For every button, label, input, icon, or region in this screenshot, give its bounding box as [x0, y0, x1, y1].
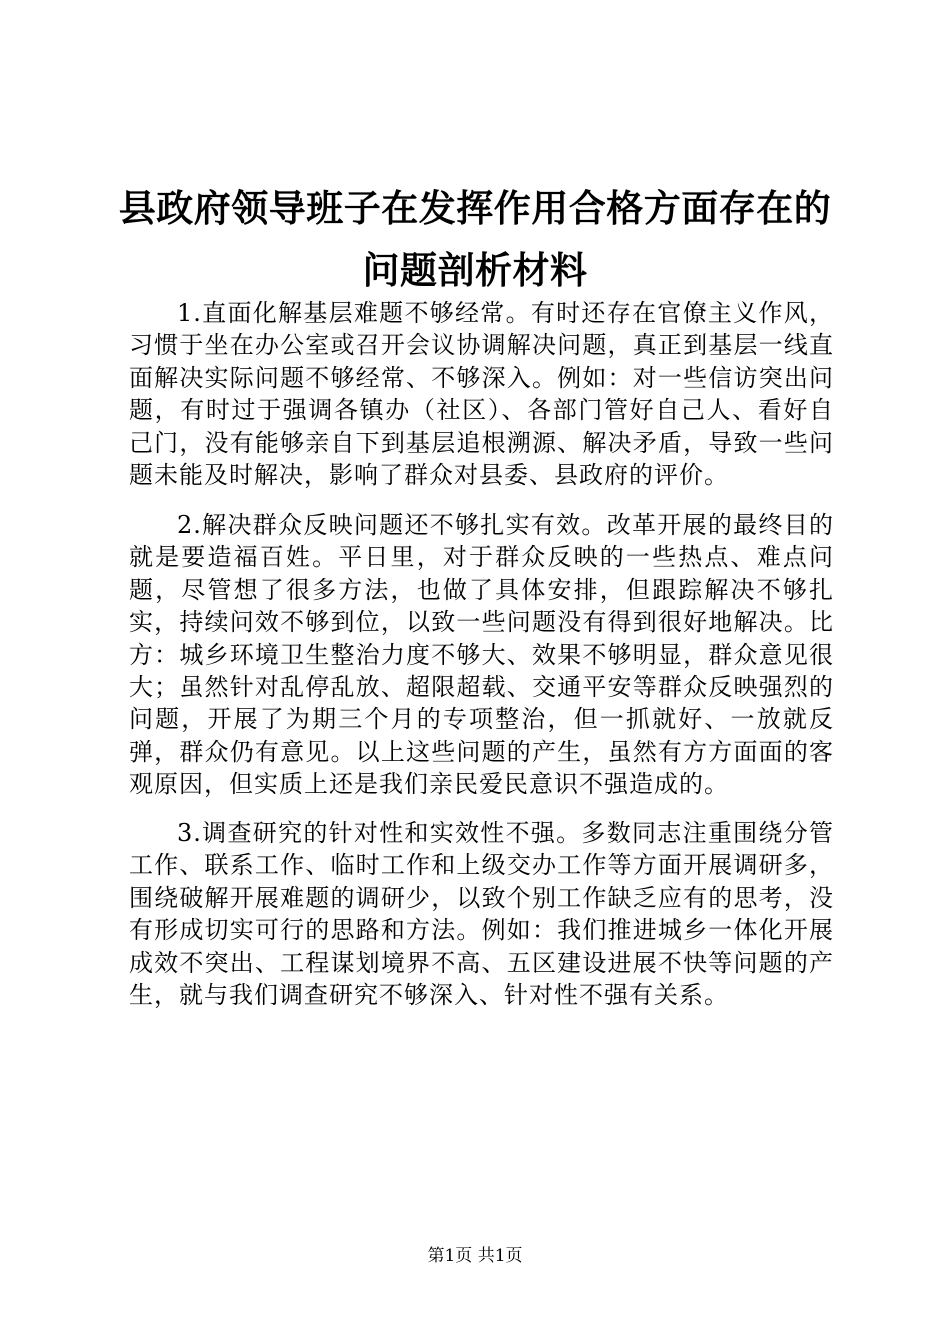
page-footer: 第1页 共1页: [427, 1246, 523, 1266]
paragraph-1: 1.直面化解基层难题不够经常。有时还存在官僚主义作风，习惯于坐在办公室或召开会议协调解决问题，真正到基层一线直面解决实际问题不够经常、不够深入。例如：对一些信访突出问题，有时过于强调各镇办（社区）、各部门管好自己人、看好自己门，没有能够亲自下到基层追根溯源、解决矛盾，导致一些问题未能及时解决，影响了群众对县委、县政府的评价。: [129, 299, 834, 490]
paragraph-3: 3.调查研究的针对性和实效性不强。多数同志注重围绕分管工作、联系工作、临时工作和上级交办工作等方面开展调研多，围绕破解开展难题的调研少，以致个别工作缺乏应有的思考，没有形成切实可行的思路和方法。例如：我们推进城乡一体化开展成效不突出、工程谋划境界不高、五区建设进展不快等问题的产生，就与我们调查研究不够深入、针对性不强有关系。: [129, 819, 834, 1010]
paragraph-2: 2.解决群众反映问题还不够扎实有效。改革开展的最终目的就是要造福百姓。平日里，对于群众反映的一些热点、难点问题，尽管想了很多方法，也做了具体安排，但跟踪解决不够扎实，持续问效不够到位，以致一些问题没有得到很好地解决。比方：城乡环境卫生整治力度不够大、效果不够明显，群众意见很大；虽然针对乱停乱放、超限超载、交通平安等群众反映强烈的问题，开展了为期三个月的专项整治，但一抓就好、一放就反弹，群众仍有意见。以上这些问题的产生，虽然有方方面面的客观原因，但实质上还是我们亲民爱民意识不强造成的。: [129, 511, 834, 799]
document-title: 县政府领导班子在发挥作用合格方面存在的问题剖析材料: [118, 187, 832, 292]
